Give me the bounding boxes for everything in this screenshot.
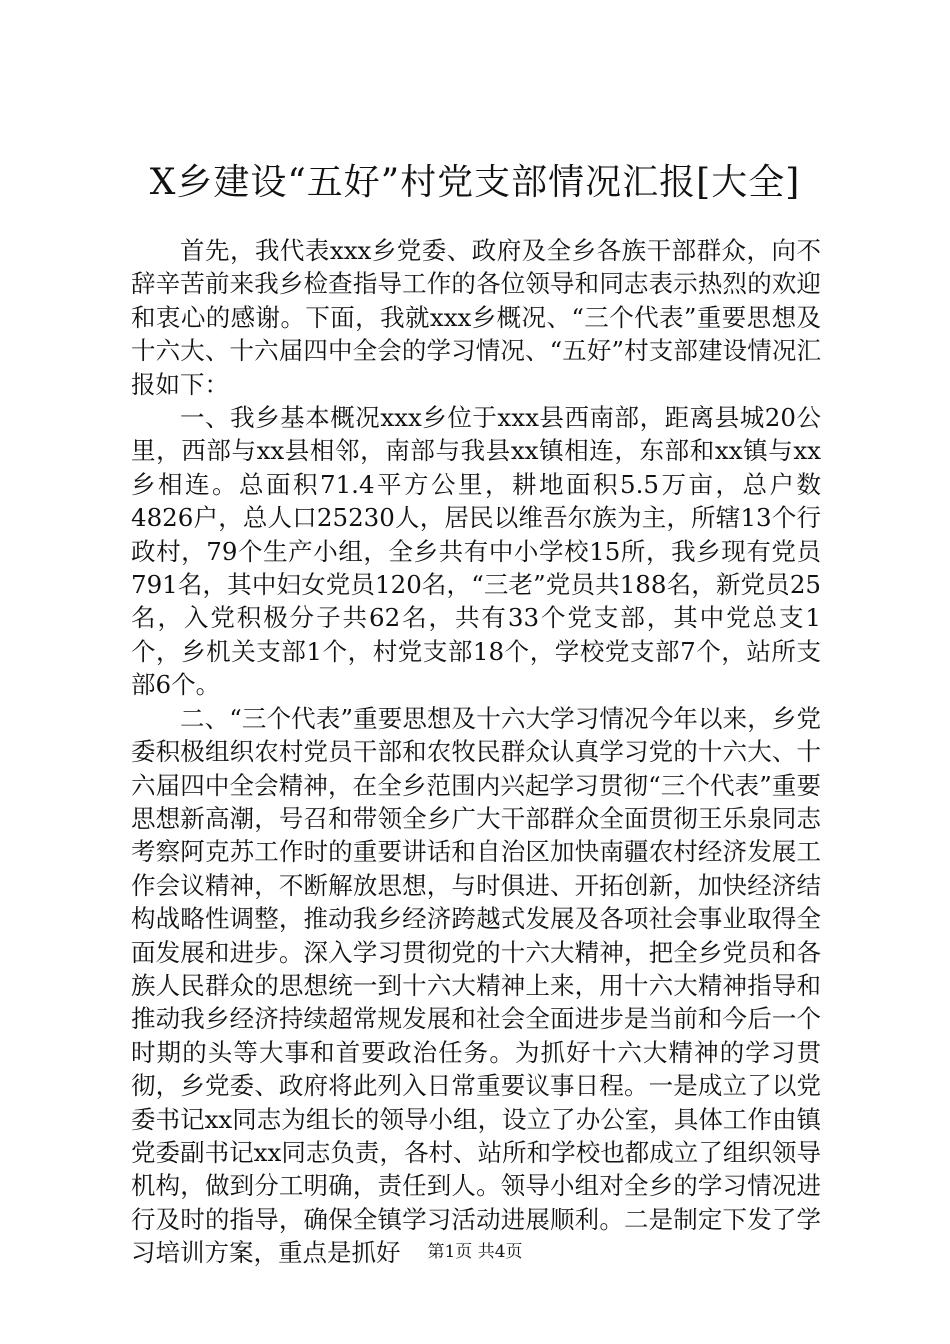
paragraph-overview: 一、我乡基本概况xxx乡位于xxx县西南部，距离县城20公里，西部与xx县相邻，南部与我县xx镇相连，东部和xx镇与xx乡相连。总面积71.4平方公里，耕地面积5.5万亩，总户数4826户，总人口25230人，居民以维吾尔族为主，所辖13个行政村，79个生产小组，全乡共有中小学校15所，我乡现有党员791名，其中妇女党员120名，“三老”党员共188名，新党员25名，入党积极分子共62名，共有33个党支部，其中党总支1个，乡机关支部1个，村党支部18个，学校党支部7个，站所支部6个。 — [131, 403, 821, 700]
document-body — [131, 234, 821, 1270]
paragraph-intro: 首先，我代表xxx乡党委、政府及全乡各族干部群众，向不辞辛苦前来我乡检查指导工作的各位领导和同志表示热烈的欢迎和衷心的感谢。下面，我就xxx乡概况、“三个代表”重要思想及十六大、十六届四中全会的学习情况、“五好”村支部建设情况汇报如下： — [131, 236, 821, 399]
page-footer: 第1页 共4页 — [427, 1242, 523, 1262]
paragraph-study: 二、“三个代表”重要思想及十六大学习情况今年以来，乡党委积极组织农村党员干部和农牧民群众认真学习党的十六大、十六届四中全会精神，在全乡范围内兴起学习贯彻“三个代表”重要思想新高潮，号召和带领全乡广大干部群众全面贯彻王乐泉同志考察阿克苏工作时的重要讲话和自治区加快南疆农村经济发展工作会议精神，不断解放思想，与时俱进、开拓创新，加快经济结构战略性调整，推动我乡经济跨越式发展及各项社会事业取得全面发展和进步。深入学习贯彻党的十六大精神，把全乡党员和各族人民群众的思想统一到十六大精神上来，用十六大精神指导和推动我乡经济持续超常规发展和社会全面进步是当前和今后一个时期的头等大事和首要政治任务。为抓好十六大精神的学习贯彻，乡党委、政府将此列入日常重要议事日程。一是成立了以党委书记xx同志为组长的领导小组，设立了办公室，具体工作由镇党委副书记xx同志负责，各村、站所和学校也都成立了组织领导机构，做到分工明确，责任到人。领导小组对全乡的学习情况进行及时的指导，确保全镇学习活动进展顺利。二是制定下发了学习培训方案，重点是抓好 — [131, 703, 821, 1268]
document-title: X乡建设“五好”村党支部情况汇报[大全] — [149, 162, 801, 203]
